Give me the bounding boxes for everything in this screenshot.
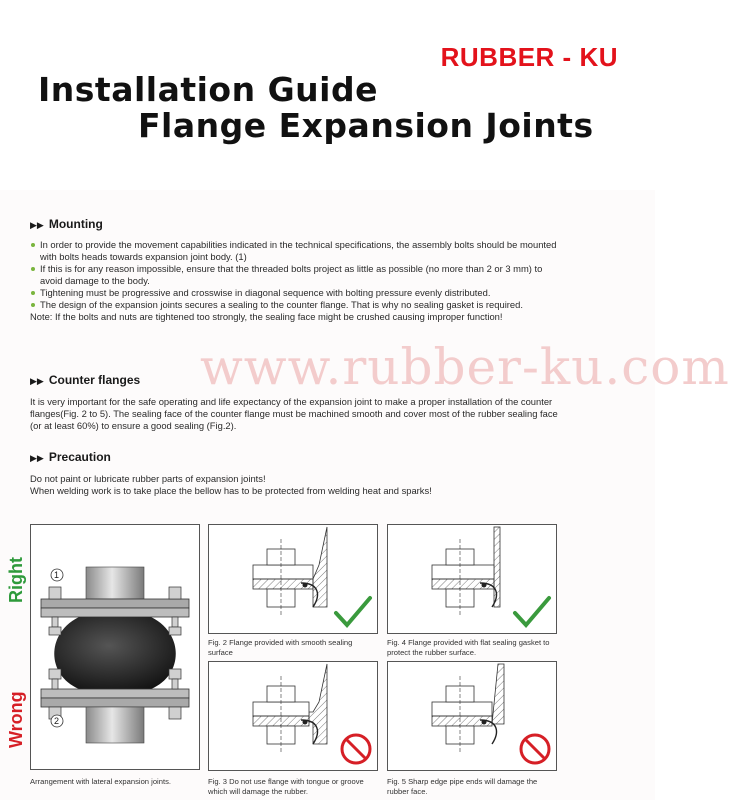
- mounting-bullet: In order to provide the movement capabilities indicated in the technical specifications, the assembly bolts should be mounted with bolts heads towards expansion joint body. (1): [30, 239, 560, 263]
- check-mark-icon: [512, 595, 552, 631]
- figure-arrangement: [30, 524, 200, 770]
- mounting-note: Note: If the bolts and nuts are tightened too strongly, the sealing face might be crushed causing improper function!: [30, 311, 503, 322]
- precaution-line: Do not paint or lubricate rubber parts of expansion joints!: [30, 473, 266, 484]
- mounting-bullets: [30, 239, 560, 311]
- counter-flanges-text: It is very important for the safe operating and life expectancy of the expansion joint to make a proper installation of the counter flanges(Fig. 2 to 5). The sealing face of the counter flange must be machined smooth and cover most of the rubber sealing face (or at least 60%) to ensure a good sealing (Fig.2).: [30, 396, 558, 431]
- figure-4: [387, 524, 557, 634]
- marker-2: 2: [54, 716, 60, 726]
- mounting-bullet: The design of the expansion joints secures a sealing to the counter flange. That is why no sealing gasket is required.: [30, 299, 560, 311]
- caption-fig3: Fig. 3 Do not use flange with tongue or groove which will damage the rubber.: [208, 777, 364, 796]
- watermark: www.rubber-ku.com: [200, 338, 730, 396]
- mounting-heading: [30, 217, 103, 231]
- figure-2: [208, 524, 378, 634]
- precaution-heading-text: Precaution: [48, 450, 111, 464]
- mounting-bullet: If this is for any reason impossible, ensure that the threaded bolts project as little as possible (no more than 2 or 3 mm) to avoid damage to the body.: [30, 263, 560, 287]
- check-mark-icon: [333, 595, 373, 631]
- caption-fig1: Arrangement with lateral expansion joints.: [30, 777, 171, 786]
- counter-flanges-heading: [30, 373, 140, 387]
- page-title-line1: Installation Guide: [38, 70, 378, 109]
- counter-flanges-heading-text: Counter flanges: [48, 373, 141, 387]
- double-arrow-icon: ▶▶: [30, 453, 44, 463]
- caption-fig5: Fig. 5 Sharp edge pipe ends will damage the rubber face.: [387, 777, 538, 796]
- header: [0, 0, 655, 190]
- double-arrow-icon: ▶▶: [30, 220, 44, 230]
- figure-5: [387, 661, 557, 771]
- precaution-line: When welding work is to take place the bellow has to be protected from welding heat and sparks!: [30, 485, 432, 496]
- prohibited-icon: [518, 732, 552, 766]
- figure-3: [208, 661, 378, 771]
- right-label: Right: [6, 557, 26, 603]
- prohibited-icon: [339, 732, 373, 766]
- mounting-heading-text: Mounting: [48, 217, 103, 231]
- expansion-joint-illustration: [31, 525, 199, 769]
- caption-fig4: Fig. 4 Flange provided with flat sealing gasket to protect the rubber surface.: [387, 638, 550, 657]
- precaution-text: [30, 473, 560, 497]
- mounting-text: [30, 239, 560, 323]
- page-title-line2: Flange Expansion Joints: [138, 106, 594, 145]
- caption-fig2: Fig. 2 Flange provided with smooth sealing surface: [208, 638, 353, 657]
- brand-logo-text: RUBBER - KU: [440, 42, 618, 72]
- wrong-label: Wrong: [6, 691, 26, 748]
- marker-1: 1: [54, 570, 60, 580]
- double-arrow-icon: ▶▶: [30, 376, 44, 386]
- precaution-heading: [30, 450, 111, 464]
- mounting-bullet: Tightening must be progressive and crosswise in diagonal sequence with bolting pressure evenly distributed.: [30, 287, 560, 299]
